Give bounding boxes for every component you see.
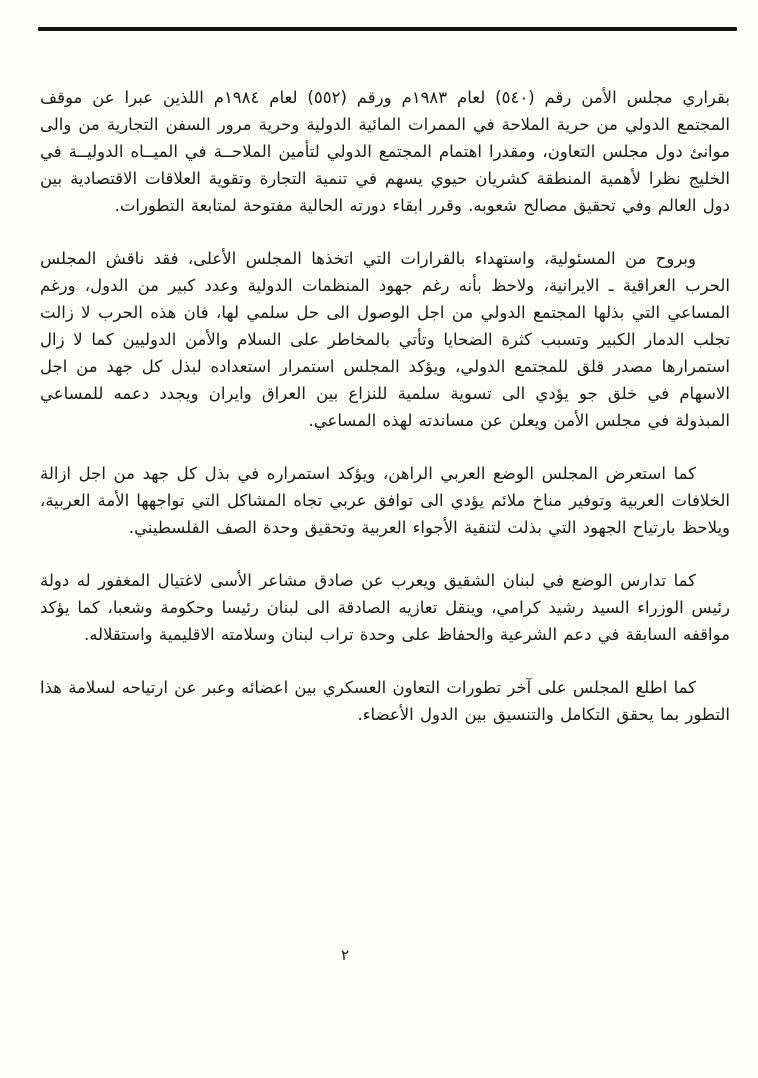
page-number: ٢ [340,946,350,964]
document-text [40,84,730,754]
paragraph-continuation: بقراري مجلس الأمن رقم (٥٤٠) لعام ١٩٨٣م ورقم (٥٥٢) لعام ١٩٨٤م اللذين عبرا عن موقف المجتمع الدولي من حرية الملاحة في الممرات المائية الدولية وحرية مرور السفن التجارية من والى موانئ دول مجلس التعاون، ومقدرا اهتمام المجتمع الدولي لتأمين الملاحــة في الميــاه الدوليــة في الخليج نظرا لأهمية المنطقة كشريان حيوي يسهم في تنمية التجارة وتقوية العلاقات الاقتصادية بين دول العالم وفي تحقيق مصالح شعوبه. وقرر ابقاء دورته الحالية مفتوحة لمتابعة التطورات. [40,88,730,215]
paragraph: كما تدارس الوضع في لبنان الشقيق ويعرب عن صادق مشاعر الأسى لاغتيال المغفور له دولة رئيس الوزراء السيد رشيد كرامي، وينقل تعازيه الصادقة الى لبنان رئيسا وحكومة وشعبا، كما يؤكد مواقفه السابقة في دعم الشرعية والحفاظ على وحدة تراب لبنان وسلامته الاقليمية واستقلاله. [40,571,730,644]
paragraph: وبروح من المسئولية، واستهداء بالقرارات التي اتخذها المجلس الأعلى، فقد ناقش المجلس الحرب العراقية ـ الايرانية، ولاحظ بأنه رغم جهود المنظمات الدولية وعدد كبير من الدول، ورغم المساعي التي بذلها المجتمع الدولي من اجل الوصول الى حل سلمي لها، فان هذه الحرب لا زالت تجلب الدمار الكبير وتسبب كثرة الضحايا وتأتي بالمخاطر على السلام والأمن الدوليين كما لا زال استمرارها مصدر قلق للمجتمع الدولي، ويؤكد المجلس استمرار استعداده لبذل كل جهد من اجل الاسهام في خلق جو يؤدي الى تسوية سلمية للنزاع بين العراق وايران ويجدد دعمه للمساعي المبذولة في مجلس الأمن ويعلن عن مساندته لهذه المساعي. [40,249,730,430]
paragraph: كما اطلع المجلس على آخر تطورات التعاون العسكري بين اعضائه وعبر عن ارتياحه لسلامة هذا التطور بما يحقق التكامل والتنسيق بين الدول الأعضاء. [40,678,730,724]
scan-artifact-line [38,27,737,31]
paragraph: كما استعرض المجلس الوضع العربي الراهن، ويؤكد استمراره في بذل كل جهد من اجل ازالة الخلافات العربية وتوفير مناخ ملائم يؤدي الى توافق عربي تجاه المشاكل التي تواجهها الأمة العربية، ويلاحظ بارتياح الجهود التي بذلت لتنقية الأجواء العربية وتحقيق وحدة الصف الفلسطيني. [40,464,730,537]
